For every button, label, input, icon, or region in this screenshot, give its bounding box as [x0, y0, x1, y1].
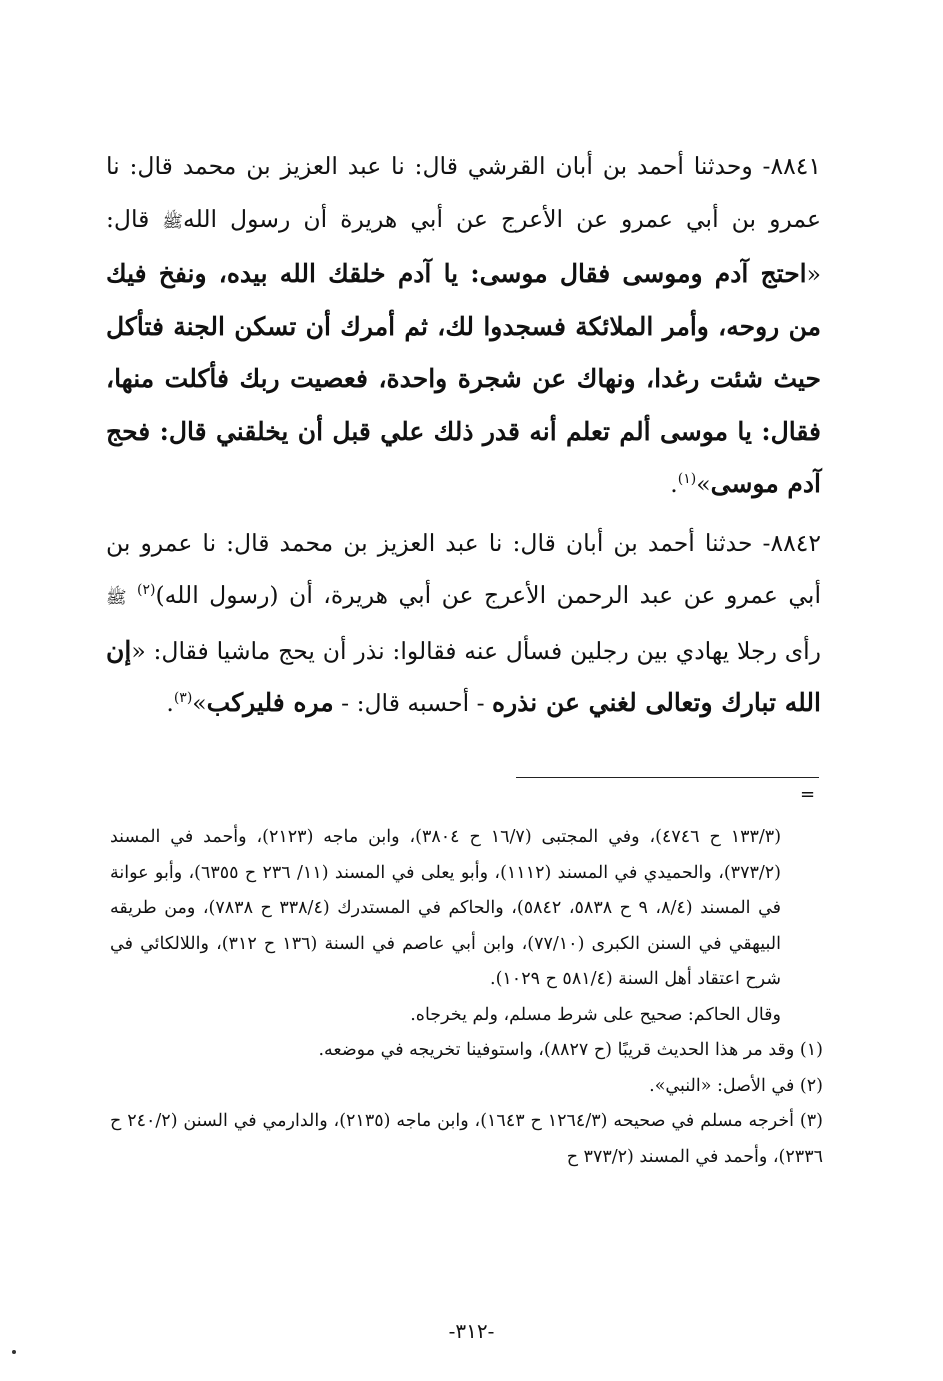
footnote-ref-1[interactable]: (١): [677, 471, 697, 488]
footnotes: [110, 820, 823, 1175]
footnote-continued: (١٣٣/٣ ح ٤٧٤٦)، وفي المجتبى (١٦/٧ ح ٣٨٠٤)، وابن ماجه (٢١٢٣)، وأحمد في المسند (٣٧٣/٢)، والحميدي في المسند (١١١٢)، وأبو يعلى في المسند (١١/ ٢٣٦ ح ٦٣٥٥)، وأبو عوانة في المسند (٨/٤، ٩ ح ٥٨٣٨، ٥٨٤٢)، والحاكم في المستدرك (٣٣٨/٤ ح ٧٨٣٨)، ومن طريقه البيهقي في السنن الكبرى (٧٧/١٠)، وابن أبي عاصم في السنة (١٣٦ ح ٣١٢)، واللالكائي في شرح اعتقاد أهل السنة (٥٨١/٤ ح ١٠٢٩).: [110, 827, 782, 989]
main-text: [106, 140, 821, 730]
footnote-ref-2[interactable]: (٢): [137, 582, 156, 599]
hadith-8842-close-quote: »: [192, 689, 207, 717]
footnote-3: (٣) أخرجه مسلم في صحيحه (١٢٦٤/٣ ح ١٦٤٣)، وابن ماجه (٢١٣٥)، والدارمي في السنن (٢٤٠/٢ ح ٢٣٣٦)، وأحمد في المسند (٣٧٣/٢ ح: [110, 1111, 823, 1167]
footnote-ref-3[interactable]: (٣): [173, 690, 193, 707]
footnote-2: (٢) في الأصل: «النبي».: [649, 1075, 823, 1096]
scan-speck: [12, 1350, 16, 1354]
hadith-8842-end: .: [166, 689, 174, 717]
continuation-mark: =: [800, 784, 816, 805]
salutation-glyph: ﷺ: [162, 211, 183, 232]
hadith-8841-matn: احتج آدم وموسى فقال موسى: يا آدم خلقك الله بيده، ونفخ فيك من روحه، وأمر الملائكة فسجدوا لك، ثم أمرك أن تسكن الجنة فتأكل حيث شئت رغدا، ونهاك عن شجرة واحدة، فعصيت ربك فأكلت منها، فقال: يا موسى ألم تعلم أنه قدر ذلك علي قبل أن يخلقني قال: فحج آدم موسى: [106, 259, 821, 498]
hadith-8842-matn-1: إن الله تبارك وتعالى لغني عن نذره: [106, 635, 821, 717]
footnote-separator: [516, 777, 819, 778]
hadith-8841: [106, 140, 821, 511]
footnote-hakim: وقال الحاكم: صحيح على شرط مسلم، ولم يخرجاه.: [410, 1004, 781, 1025]
hadith-8841-close-quote: »: [696, 470, 711, 498]
hadith-8842-isnad: ٨٨٤٢- حدثنا أحمد بن أبان قال: نا عبد العزيز بن محمد قال: نا عمرو بن أبي عمرو عن عبد الرحمن الأعرج عن أبي هريرة، أن (رسول الله): [106, 528, 821, 609]
salutation-glyph: ﷺ: [106, 588, 127, 608]
footnote-1: (١) وقد مر هذا الحديث قريبًا (ح ٨٨٢٧)، واستوفينا تخريجه في موضعه.: [318, 1040, 823, 1060]
hadith-8841-isnad: ٨٨٤١- وحدثنا أحمد بن أبان القرشي قال: نا عبد العزيز بن محمد قال: نا عمرو بن أبي عمرو عن الأعرج عن أبي هريرة أن رسول الله: [106, 152, 821, 233]
hadith-8841-qala: قال: «: [106, 204, 821, 288]
page-number: -٣١٢-: [448, 1319, 495, 1343]
hadith-8842-aside: - أحسبه قال: -: [333, 689, 493, 717]
hadith-8842-story: رأى رجلا يهادي بين رجلين فسأل عنه فقالوا: نذر أن يحج ماشيا فقال: «: [131, 636, 821, 665]
hadith-8841-end: .: [670, 470, 678, 498]
hadith-8842: [106, 517, 821, 730]
hadith-8842-matn-2: مره فليركب: [206, 688, 334, 717]
